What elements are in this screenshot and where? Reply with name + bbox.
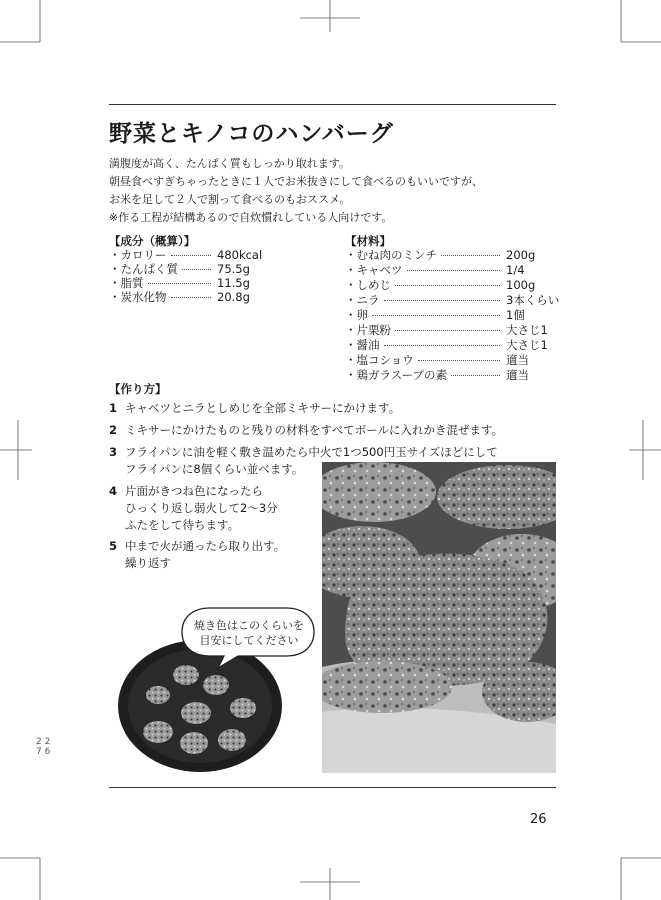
leader-dots bbox=[418, 360, 500, 361]
ingredient-row bbox=[345, 262, 557, 277]
step-number: 1 bbox=[109, 401, 118, 415]
step-text: ふたをして待ちます。 bbox=[125, 518, 240, 532]
ingredient-row bbox=[345, 277, 557, 292]
leader-dots bbox=[395, 285, 500, 286]
callout-text bbox=[190, 618, 308, 648]
intro-line: お米を足して２人で割って食べるのもおススメ。 bbox=[109, 193, 351, 206]
ingredient-row bbox=[345, 352, 557, 367]
callout-line: 焼き色はこのくらいを bbox=[194, 619, 304, 632]
callout-line: 目安にしてください bbox=[199, 634, 299, 647]
nutrition-value: 480kcal bbox=[217, 247, 263, 262]
page-number: 26 bbox=[530, 812, 547, 827]
method-heading: 【作り方】 bbox=[109, 382, 167, 396]
nutrition-value: 75.5g bbox=[217, 261, 250, 276]
ingredient-row bbox=[345, 337, 557, 352]
ingredient-amount: 適当 bbox=[506, 352, 529, 367]
step-number: 2 bbox=[109, 423, 118, 437]
step-text: 片面がきつね色になったら bbox=[125, 484, 263, 498]
ingredient-amount: 3本くらい bbox=[506, 292, 560, 307]
ingredient-amount: 適当 bbox=[506, 367, 529, 382]
leader-dots bbox=[171, 297, 212, 298]
side-code-line: 2 2 bbox=[36, 737, 51, 747]
ingredient-label: ・キャベツ bbox=[345, 262, 403, 277]
leader-dots bbox=[148, 283, 212, 284]
step-number: 5 bbox=[109, 539, 118, 553]
side-code bbox=[36, 737, 50, 757]
nutrition-label: ・脂質 bbox=[109, 275, 144, 290]
nutrition-value: 20.8g bbox=[217, 289, 250, 304]
intro-line: 朝昼食べすぎちゃったときに１人でお米抜きにして食べるのもいいですが、 bbox=[109, 175, 483, 188]
ingredient-label: ・塩コショウ bbox=[345, 352, 414, 367]
ingredient-label: ・ニラ bbox=[345, 292, 380, 307]
step-text: フライパンに8個くらい並べます。 bbox=[125, 462, 304, 476]
leader-dots bbox=[384, 300, 501, 301]
step-text: ひっくり返し弱火して2〜3分 bbox=[125, 501, 278, 515]
ingredients-heading: 【材料】 bbox=[345, 234, 391, 248]
nutrition-label: ・炭水化物 bbox=[109, 289, 167, 304]
leader-dots bbox=[372, 315, 500, 316]
ingredient-amount: 100g bbox=[506, 277, 536, 292]
leader-dots bbox=[451, 375, 500, 376]
leader-dots bbox=[171, 255, 212, 256]
ingredient-row bbox=[345, 322, 557, 337]
ingredient-label: ・醤油 bbox=[345, 337, 380, 352]
hamburg-steak-photo bbox=[322, 462, 556, 773]
intro-line: 満腹度が高く、たんぱく質もしっかり取れます。 bbox=[109, 157, 350, 170]
step-number: 3 bbox=[109, 445, 118, 459]
step-text: 繰り返す bbox=[125, 556, 171, 570]
step-text: フライパンに油を軽く敷き温めたら中火で1つ500円玉サイズほどにして bbox=[125, 445, 498, 459]
nutrition-heading: 【成分（概算）】 bbox=[109, 234, 196, 248]
ingredient-label: ・片栗粉 bbox=[345, 322, 391, 337]
nutrition-value: 11.5g bbox=[217, 275, 250, 290]
ingredient-amount: 1個 bbox=[506, 307, 525, 322]
step-number: 4 bbox=[109, 484, 118, 498]
leader-dots bbox=[182, 269, 211, 270]
top-rule bbox=[109, 104, 556, 105]
page-title: 野菜とキノコのハンバーグ bbox=[109, 121, 394, 147]
leader-dots bbox=[384, 345, 501, 346]
ingredient-amount: 大さじ1 bbox=[506, 322, 548, 337]
ingredient-label: ・鶏ガラスープの素 bbox=[345, 367, 448, 382]
ingredient-row bbox=[345, 367, 557, 382]
ingredient-amount: 大さじ1 bbox=[506, 337, 548, 352]
nutrition-label: ・たんぱく質 bbox=[109, 261, 178, 276]
step-text: 中まで火が通ったら取り出す。 bbox=[125, 539, 286, 553]
step-text: ミキサーにかけたものと残りの材料をすべてボールに入れかき混ぜます。 bbox=[125, 423, 504, 437]
leader-dots bbox=[407, 270, 501, 271]
nutrition-row bbox=[109, 289, 269, 304]
ingredient-label: ・卵 bbox=[345, 307, 368, 322]
ingredient-label: ・しめじ bbox=[345, 277, 391, 292]
leader-dots bbox=[441, 255, 500, 256]
ingredient-label: ・むね肉のミンチ bbox=[345, 247, 437, 262]
leader-dots bbox=[395, 330, 500, 331]
ingredient-row bbox=[345, 307, 557, 322]
step-text: キャベツとニラとしめじを全部ミキサーにかけます。 bbox=[125, 401, 401, 415]
nutrition-label: ・カロリー bbox=[109, 247, 167, 262]
ingredient-amount: 1/4 bbox=[506, 262, 525, 277]
ingredient-row bbox=[345, 292, 560, 307]
ingredient-row bbox=[345, 247, 557, 262]
side-code-line: 7 6 bbox=[36, 747, 51, 757]
intro-line: ※作る工程が結構あるので自炊慣れしている人向けです。 bbox=[109, 211, 393, 224]
ingredient-amount: 200g bbox=[506, 247, 536, 262]
bottom-rule bbox=[109, 787, 556, 788]
